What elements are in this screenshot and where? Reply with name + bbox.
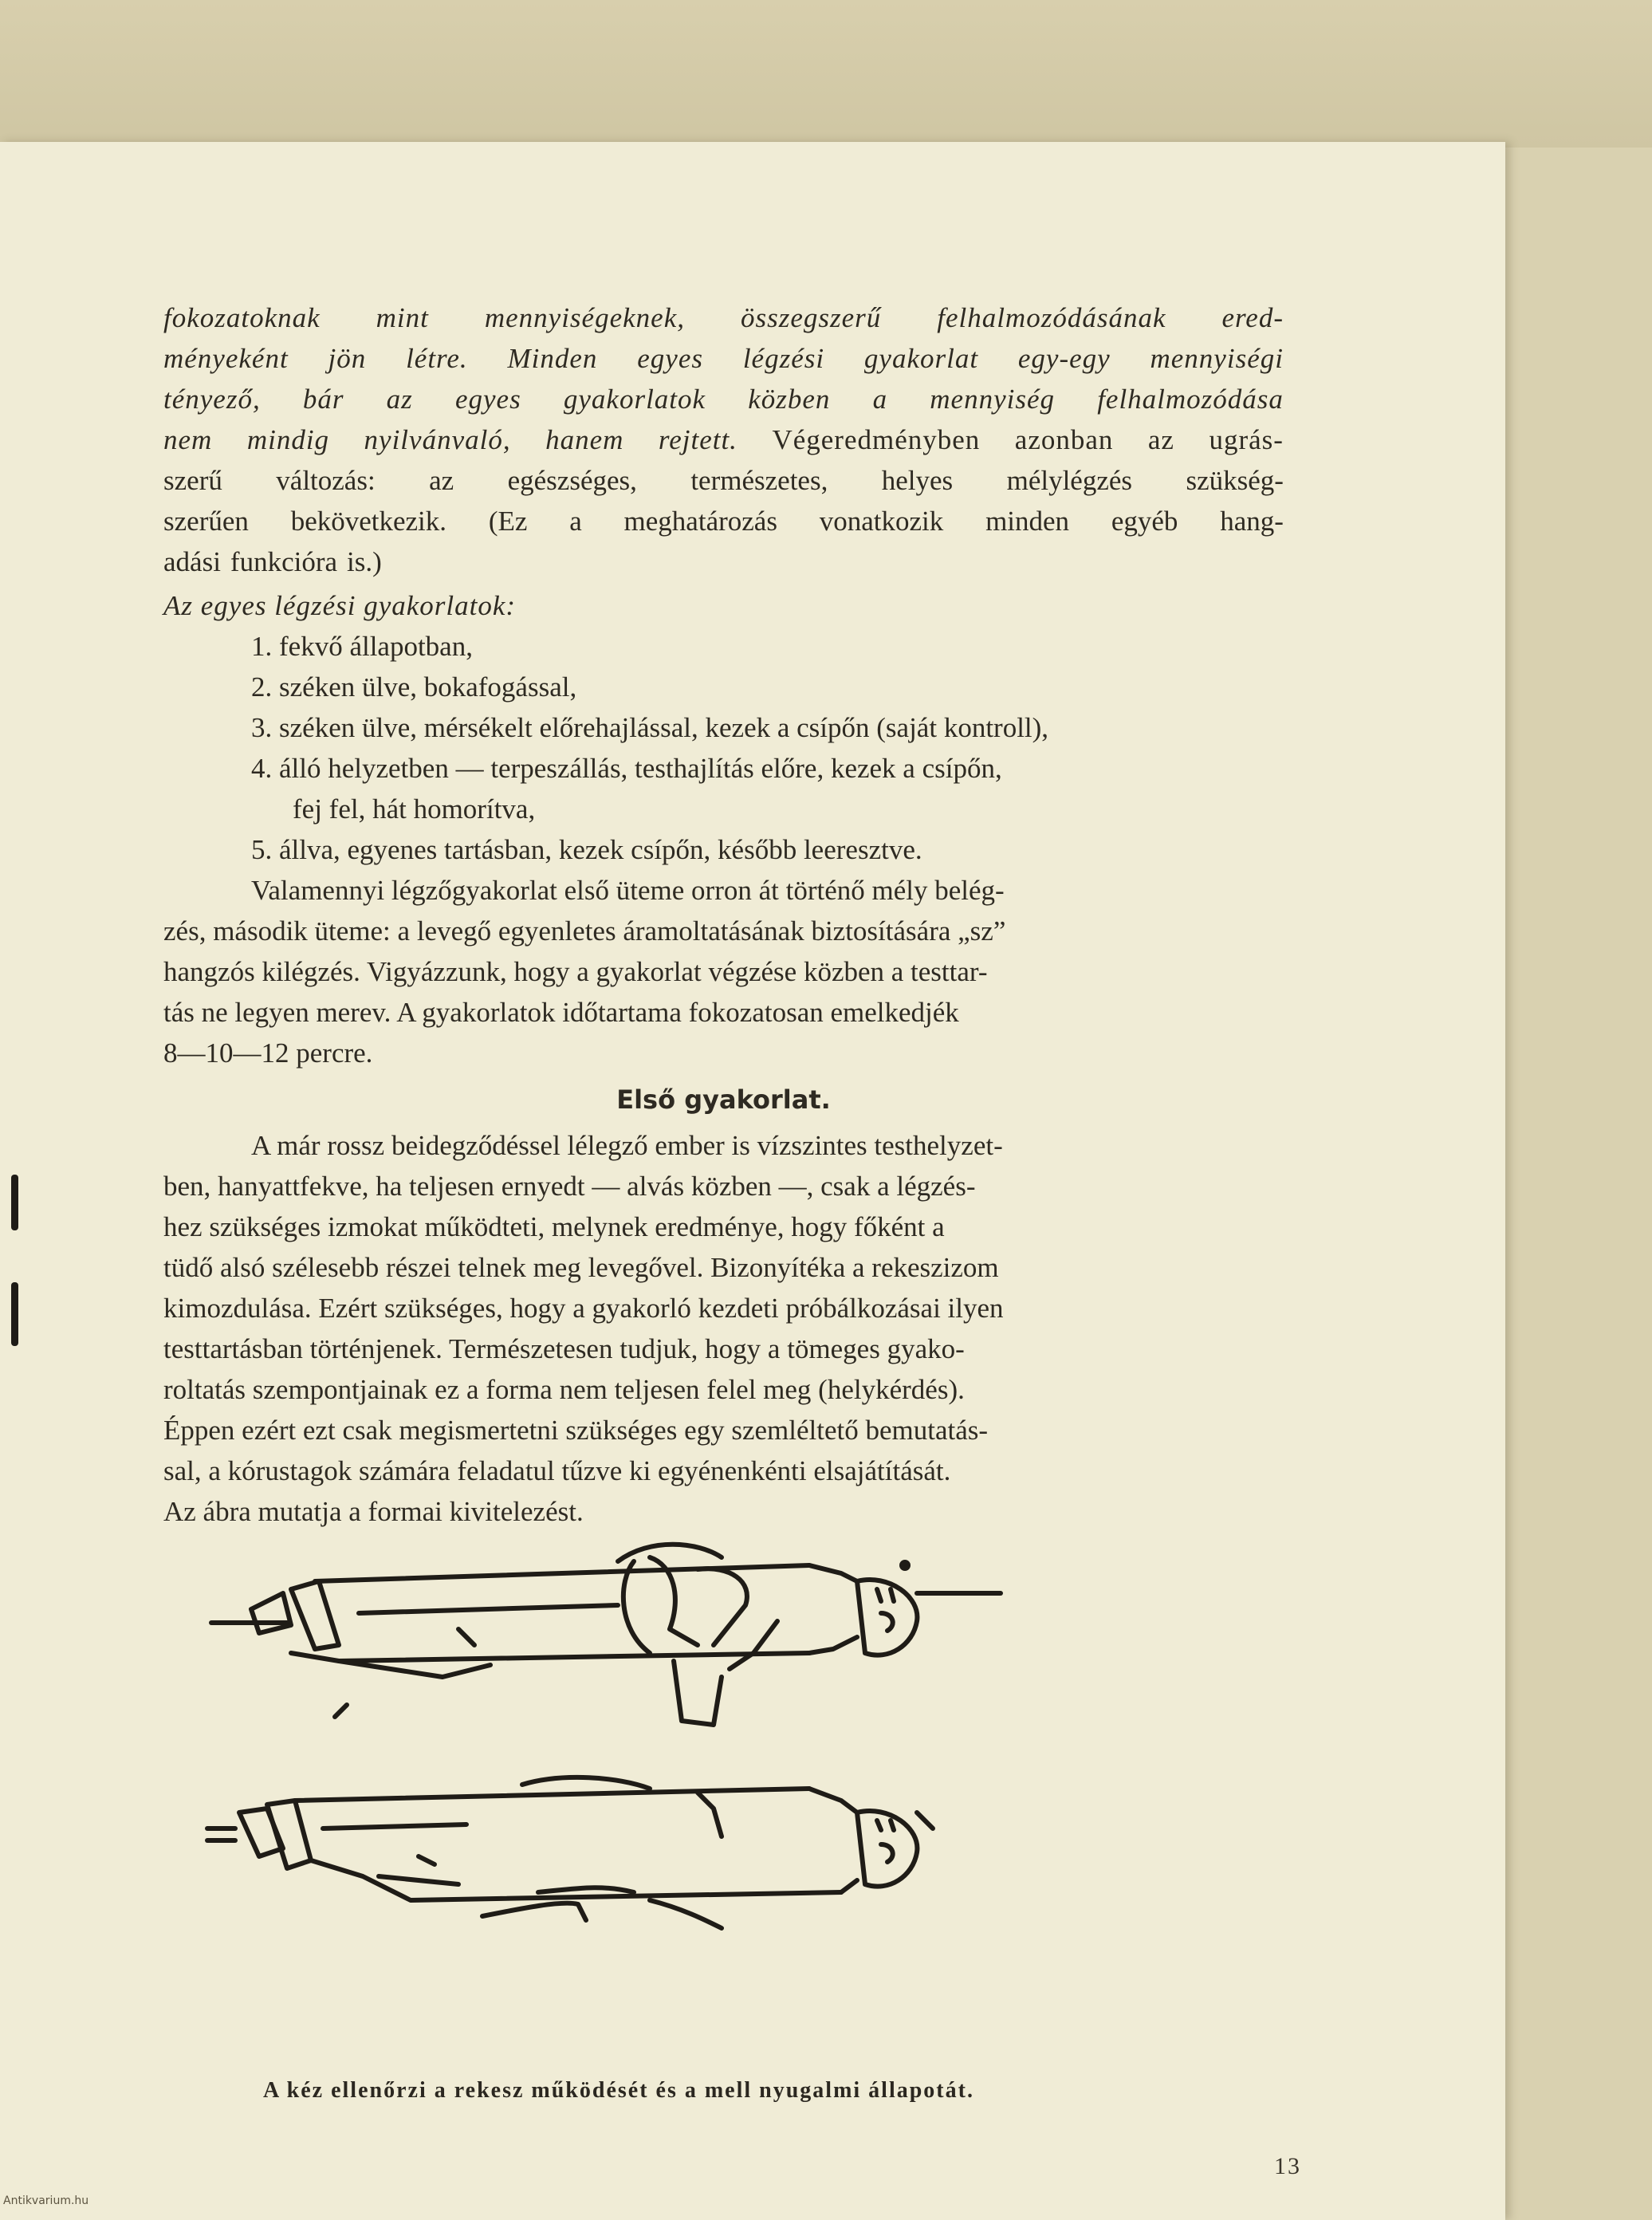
text-line: Éppen ezért ezt csak megismertetni szükséges egy szemléltető bemutatás-	[163, 1415, 989, 1446]
word: azonban	[1014, 424, 1114, 455]
word: közben	[748, 384, 831, 415]
background-surface	[0, 0, 1652, 148]
text-line	[163, 501, 1284, 541]
text-line: sal, a kórustagok számára feladatul tűzve ki egyénenkénti elsajátítását.	[163, 1455, 951, 1486]
text-line	[163, 379, 1284, 419]
word: szerűen	[163, 506, 249, 537]
exercise-item: 2. széken ülve, bokafogással,	[251, 671, 577, 703]
word: hang-	[1220, 506, 1284, 537]
word: légzési	[742, 343, 825, 374]
word: minden	[985, 506, 1070, 537]
exercise-item: 1. fekvő állapotban,	[251, 631, 473, 662]
text-line: kimozdulása. Ezért szükséges, hogy a gyakorló kezdeti próbálkozásai ilyen	[163, 1293, 1004, 1324]
word: mennyiségi	[1150, 343, 1284, 374]
word: mindig	[246, 424, 330, 455]
exercise-item: 5. állva, egyenes tartásban, kezek csípőn, később leeresztve.	[251, 834, 922, 865]
word: meghatározás	[623, 506, 777, 537]
text-line	[163, 419, 1284, 460]
watermark: Antikvarium.hu	[3, 2194, 89, 2207]
text-line	[163, 460, 1284, 501]
word: nem	[163, 424, 213, 455]
text-line: ben, hanyattfekve, ha teljesen ernyedt — alvás közben —, csak a légzés-	[163, 1171, 976, 1202]
section-heading: Első gyakorlat.	[616, 1084, 831, 1115]
word: az	[1147, 424, 1174, 455]
word: gyakorlat	[863, 343, 979, 374]
text-line	[163, 338, 1284, 379]
text-line: Az ábra mutatja a formai kivitelezést.	[163, 1496, 584, 1527]
word: egyes	[454, 384, 521, 415]
word: a	[569, 506, 582, 537]
word: összegszerű	[740, 302, 882, 333]
page-number: 13	[1274, 2153, 1301, 2179]
text-line: tás ne legyen merev. A gyakorlatok időtartama fokozatosan emelkedjék	[163, 997, 959, 1028]
word: (Ez	[488, 506, 528, 537]
word: az	[429, 465, 454, 496]
word: nyilvánvaló,	[364, 424, 511, 455]
paragraph-intro	[163, 297, 1284, 582]
breathing-exercise-illustration	[203, 1533, 1280, 2044]
word: egyes	[637, 343, 703, 374]
word: mélylégzés	[1006, 465, 1133, 496]
punch-hole-mark	[11, 1175, 18, 1230]
word: bekövetkezik.	[290, 506, 447, 537]
figure-caption: A kéz ellenőrzi a rekesz működését és a mell nyugalmi állapotát.	[263, 2078, 974, 2103]
word: Végeredményben	[772, 424, 981, 455]
word: egyéb	[1111, 506, 1178, 537]
word: szerű	[163, 465, 222, 496]
word: vonatkozik	[819, 506, 944, 537]
text-line: roltatás szempontjainak ez a forma nem teljesen felel meg (helykérdés).	[163, 1374, 965, 1405]
word: adási	[163, 546, 221, 577]
word: jön	[328, 343, 367, 374]
paragraph-breathing	[163, 870, 1284, 1073]
word: fokozatoknak	[163, 302, 321, 333]
exercise-item: 4. álló helyzetben — terpeszállás, testhajlítás előre, kezek a csípőn,	[251, 753, 1002, 784]
text-line: 8—10—12 percre.	[163, 1037, 373, 1069]
word: Minden	[507, 343, 598, 374]
word: változás:	[276, 465, 376, 496]
text-line: hangzós kilégzés. Vigyázzunk, hogy a gyakorlat végzése közben a testtar-	[163, 956, 988, 987]
word: felhalmozódásának	[937, 302, 1166, 333]
word: helyes	[881, 465, 954, 496]
word: bár	[302, 384, 344, 415]
word: egy-egy	[1017, 343, 1111, 374]
exercise-list-intro: Az egyes légzési gyakorlatok:	[163, 590, 517, 621]
text-line: hez szükséges izmokat működteti, melynek eredménye, hogy főként a	[163, 1211, 945, 1242]
exercise-item: 3. széken ülve, mérsékelt előrehajlással, kezek a csípőn (saját kontroll),	[251, 712, 1049, 743]
word: mennyiség	[930, 384, 1056, 415]
word: mennyiségeknek,	[484, 302, 685, 333]
word: is.)	[347, 546, 382, 577]
text-line	[163, 297, 1284, 338]
word: az	[386, 384, 413, 415]
text-line: zés, második üteme: a levegő egyenletes áramoltatásának biztosítására „sz”	[163, 915, 1006, 947]
text-line: Valamennyi légzőgyakorlat első üteme orron át történő mély belég-	[251, 875, 1005, 906]
word: rejtett.	[658, 424, 738, 455]
exercise-item-continuation: fej fel, hát homorítva,	[293, 793, 536, 825]
word: ményeként	[163, 343, 289, 374]
word: felhalmozódása	[1097, 384, 1284, 415]
word: funkcióra	[230, 546, 338, 577]
word: létre.	[406, 343, 468, 374]
text-line: A már rossz beidegződéssel lélegző ember is vízszintes testhelyzet-	[251, 1130, 1003, 1161]
word: tényező,	[163, 384, 261, 415]
exercise-list	[163, 626, 1284, 870]
word: a	[872, 384, 888, 415]
word: hanem	[545, 424, 624, 455]
text-line: testtartásban történjenek. Természetesen tudjuk, hogy a tömeges gyako-	[163, 1333, 965, 1364]
text-line: tüdő alsó szélesebb részei telnek meg levegővel. Bizonyítéka a rekeszizom	[163, 1252, 999, 1283]
word: ered-	[1221, 302, 1284, 333]
body-text	[163, 297, 1284, 1532]
lying-figure-hands-on-chest	[211, 1545, 1001, 1725]
word: ugrás-	[1209, 424, 1284, 455]
word: egészséges,	[507, 465, 637, 496]
word: szükség-	[1186, 465, 1284, 496]
book-page	[0, 142, 1505, 2220]
text-line	[163, 541, 1284, 582]
lying-figure-hand-on-diaphragm	[207, 1777, 933, 1928]
paragraph-first-exercise	[163, 1125, 1284, 1532]
word: természetes,	[690, 465, 828, 496]
word: gyakorlatok	[563, 384, 706, 415]
punch-hole-mark	[11, 1282, 18, 1346]
word: mint	[376, 302, 429, 333]
